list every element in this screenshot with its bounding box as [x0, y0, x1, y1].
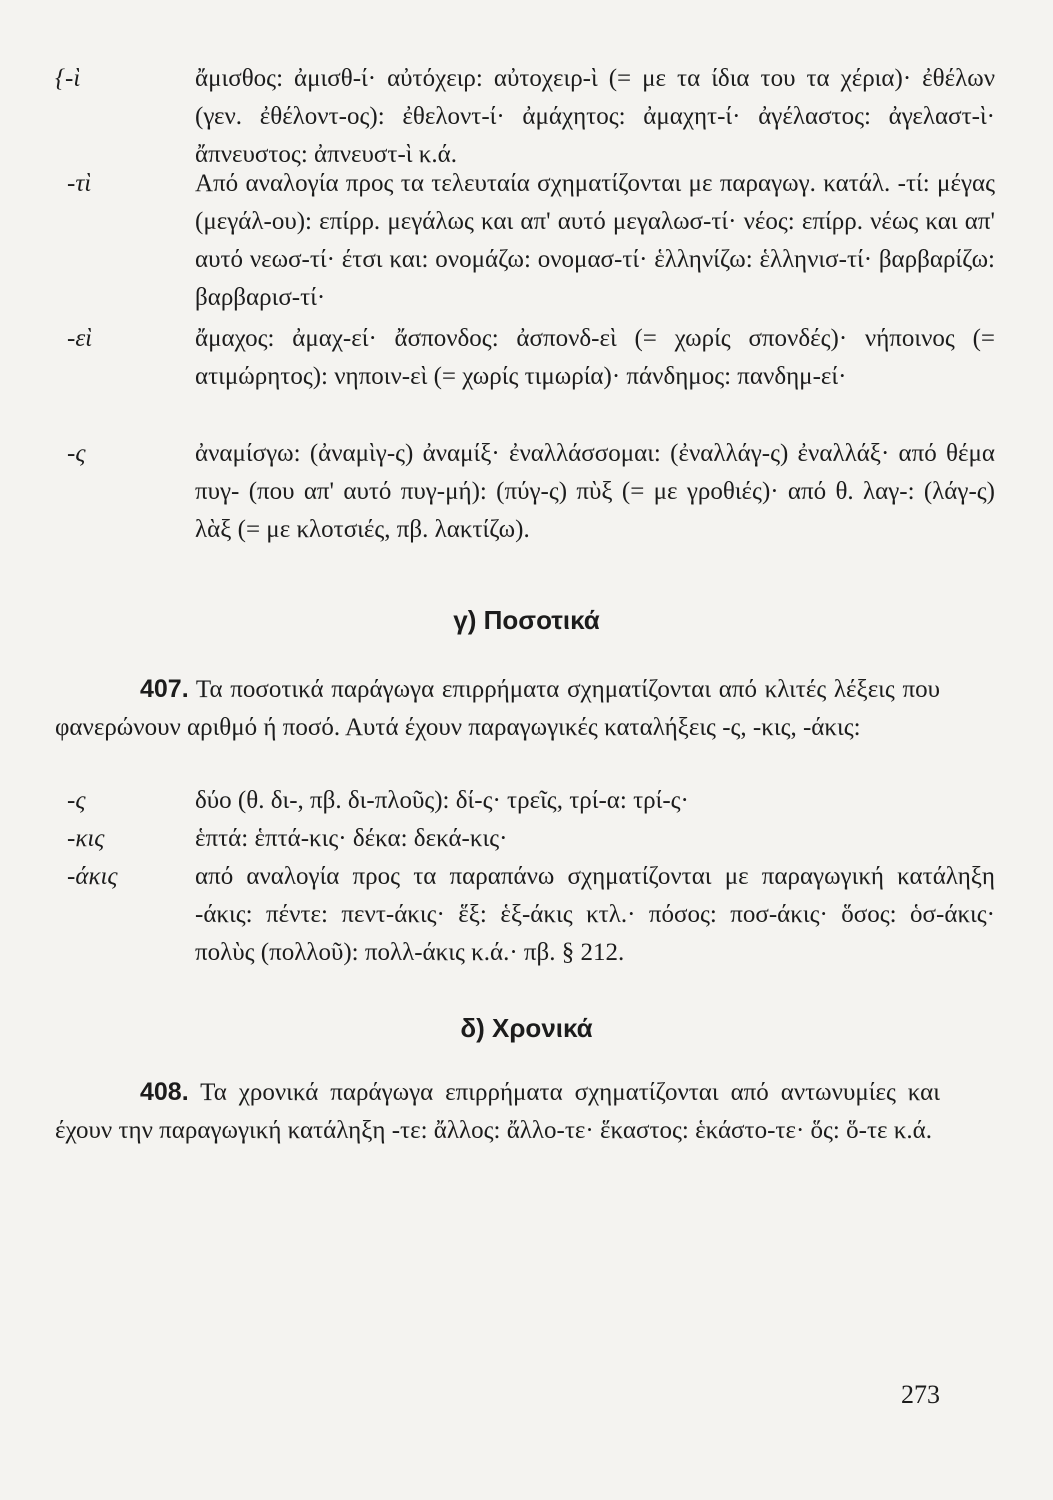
section-heading-quantitative: γ) Ποσοτικά	[453, 605, 600, 635]
paragraph-text: Τα χρονικά παράγωγα επιρρήματα σχηματίζονται από αντωνυμίες και έχουν την παραγωγική κατάληξη -τε: ἄλλος: ἄλλο-τε· ἕκαστος: ἑκάστο-τε· ὅς: ὅ-τε κ.ά.	[55, 1079, 940, 1144]
suffix-text: ἄμισθος: ἀμισθ-ί· αὐτόχειρ: αὐτοχειρ-ὶ (= με τα ίδια του τα χέρια)· ἐθέλων (γεν. ἐθέλοντ-ος): ἐθελοντ-ί· ἀμάχητος: ἀμαχητ-ί· ἀγέλαστος: ἀγελαστ-ὶ· ἄπνευστος: ἀπνευστ-ὶ κ.ά.	[195, 65, 995, 168]
section-heading-temporal: δ) Χρονικά	[460, 1013, 593, 1043]
paragraph-408	[55, 1073, 940, 1150]
paragraph-number: 408.	[140, 1078, 189, 1106]
suffix-text: ἄμαχος: ἀμαχ-εί· ἄσπονδος: ἀσπονδ-εὶ (= χωρίς σπονδές)· νήποινος (= ατιμώρητος): νηποιν-εὶ (= χωρίς τιμωρία)· πάνδημος: πανδημ-εί·	[195, 325, 995, 390]
suffix-text: από αναλογία προς τα παραπάνω σχηματίζονται με παραγωγική κατάληξη -άκις: πέντε: πεντ-άκις· ἕξ: ἑξ-άκις κτλ.· πόσος: ποσ-άκις· ὅσος: ὁσ-άκις· πολὺς (πολλοῦ): πολλ-άκις κ.ά.· πβ. § 212.	[195, 863, 995, 966]
suffix-label: -άκις	[67, 863, 118, 890]
suffix-label: -κις	[67, 825, 105, 852]
suffix-text: Από αναλογία προς τα τελευταία σχηματίζονται με παραγωγ. κατάλ. -τί: μέγας (μεγάλ-ου): επίρρ. μεγάλως και απ' αυτό μεγαλωσ-τί· νέος: επίρρ. νέως και απ' αυτό νεωσ-τί· έτσι και: ονομάζω: ονομασ-τί· ἑλληνίζω: ἑλληνισ-τί· βαρβαρίζω: βαρβαρισ-τί·	[195, 170, 995, 311]
paragraph-407	[55, 670, 940, 747]
suffix-label: -τὶ	[67, 170, 92, 197]
page-number: 273	[901, 1380, 940, 1409]
paragraph-text: Τα ποσοτικά παράγωγα επιρρήματα σχηματίζονται από κλιτές λέξεις που φανερώνουν αριθμό ή ποσό. Αυτά έχουν παραγωγικές καταλήξεις -ς, -κις, -άκις:	[55, 676, 940, 741]
paragraph-number: 407.	[140, 675, 189, 703]
suffix-label: -ς	[67, 440, 86, 467]
suffix-label: -εὶ	[67, 325, 93, 352]
suffix-text: δύο (θ. δι-, πβ. δι-πλοῦς): δί-ς· τρεῖς, τρί-α: τρί-ς·	[195, 787, 689, 814]
suffix-label: -ς	[67, 787, 86, 814]
suffix-label: {-ὶ	[55, 65, 81, 92]
suffix-text: ἑπτά: ἑπτά-κις· δέκα: δεκά-κις·	[195, 825, 508, 852]
suffix-text: ἀναμίσγω: (ἀναμὶγ-ς) ἀναμίξ· ἐναλλάσσομαι: (ἐναλλάγ-ς) ἐναλλάξ· από θέμα πυγ- (που απ' αυτό πυγ-μή): (πύγ-ς) πὺξ (= με γροθιές)· από θ. λαγ-: (λάγ-ς) λὰξ (= με κλοτσιές, πβ. λακτίζω).	[195, 440, 995, 543]
